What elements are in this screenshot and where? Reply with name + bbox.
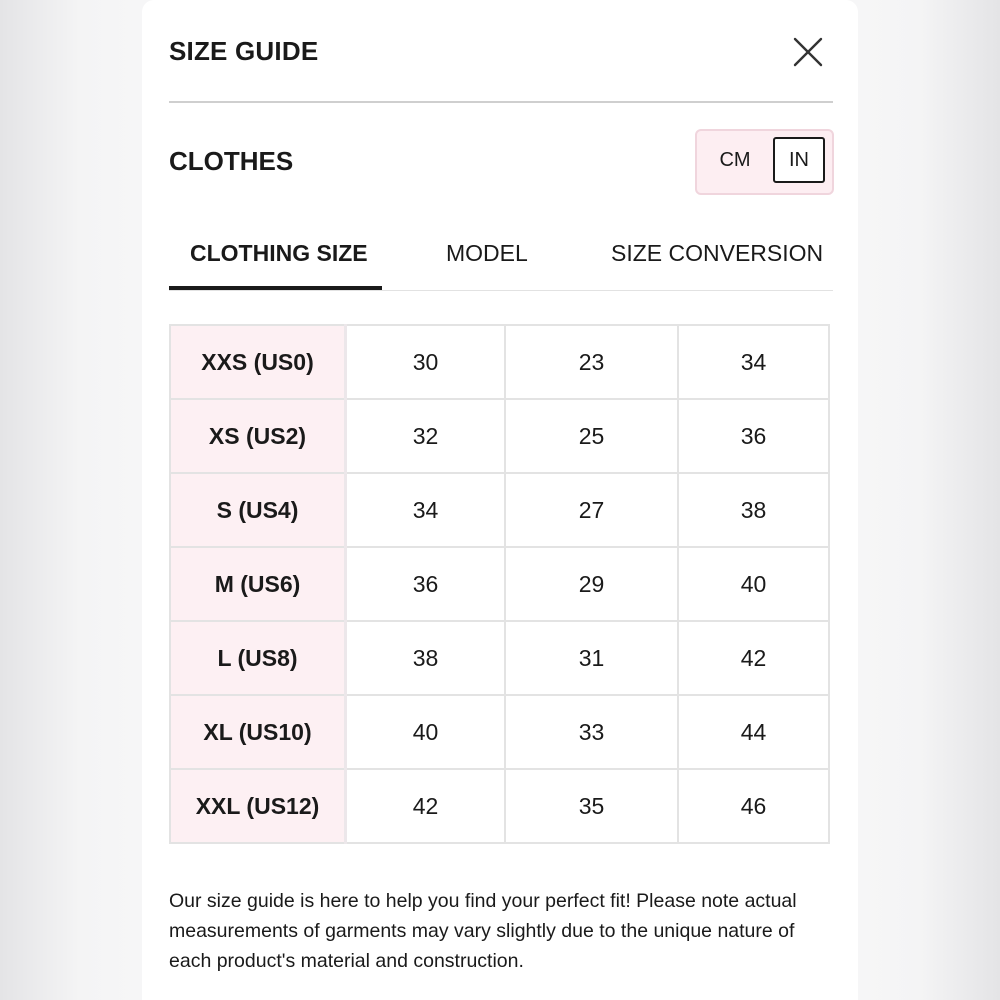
measurement-cell: 36	[346, 547, 506, 621]
tab-model[interactable]: MODEL	[446, 240, 528, 266]
measurement-cell: 34	[346, 473, 506, 547]
measurement-cell: 30	[346, 325, 506, 399]
measurement-cell: 35	[505, 769, 678, 843]
unit-option-cm[interactable]: CM	[719, 149, 751, 171]
measurement-cell: 42	[346, 769, 506, 843]
measurement-cell: 46	[678, 769, 829, 843]
modal-title: SIZE GUIDE	[169, 36, 319, 66]
section-title: CLOTHES	[169, 146, 294, 176]
measurement-cell: 32	[346, 399, 506, 473]
header-divider	[169, 101, 833, 103]
measurement-cell: 40	[346, 695, 506, 769]
measurement-cell: 23	[505, 325, 678, 399]
tab-size-conversion[interactable]: SIZE CONVERSION	[611, 240, 824, 266]
size-label-cell: XS (US2)	[170, 399, 346, 473]
size-label-cell: XXS (US0)	[170, 325, 346, 399]
size-label-cell: L (US8)	[170, 621, 346, 695]
measurement-cell: 33	[505, 695, 678, 769]
size-label-cell: S (US4)	[170, 473, 346, 547]
table-row	[170, 325, 829, 399]
table-row	[170, 695, 829, 769]
measurement-cell: 42	[678, 621, 829, 695]
measurement-cell: 27	[505, 473, 678, 547]
size-label-cell: M (US6)	[170, 547, 346, 621]
size-label-cell: XXL (US12)	[170, 769, 346, 843]
unit-toggle	[695, 129, 834, 195]
size-table	[169, 324, 830, 844]
table-row	[170, 621, 829, 695]
size-guide-note: Our size guide is here to help you find your perfect fit! Please note actual measurements of garments may vary slightly due to the unique nature of each product's material and construction.	[169, 890, 797, 972]
size-guide-modal	[142, 0, 858, 1000]
measurement-cell: 31	[505, 621, 678, 695]
close-icon	[790, 34, 826, 70]
unit-option-in[interactable]: IN	[773, 137, 825, 183]
close-button[interactable]	[790, 34, 826, 70]
tab-clothing-size[interactable]: CLOTHING SIZE	[190, 240, 368, 266]
measurement-cell: 38	[346, 621, 506, 695]
measurement-cell: 38	[678, 473, 829, 547]
table-row	[170, 769, 829, 843]
table-row	[170, 547, 829, 621]
measurement-cell: 44	[678, 695, 829, 769]
table-row	[170, 399, 829, 473]
size-label-cell: XL (US10)	[170, 695, 346, 769]
measurement-cell: 34	[678, 325, 829, 399]
measurement-cell: 36	[678, 399, 829, 473]
measurement-cell: 40	[678, 547, 829, 621]
measurement-cell: 25	[505, 399, 678, 473]
measurement-cell: 29	[505, 547, 678, 621]
size-guide-tabs	[169, 226, 833, 291]
table-row	[170, 473, 829, 547]
active-tab-indicator	[169, 286, 382, 290]
